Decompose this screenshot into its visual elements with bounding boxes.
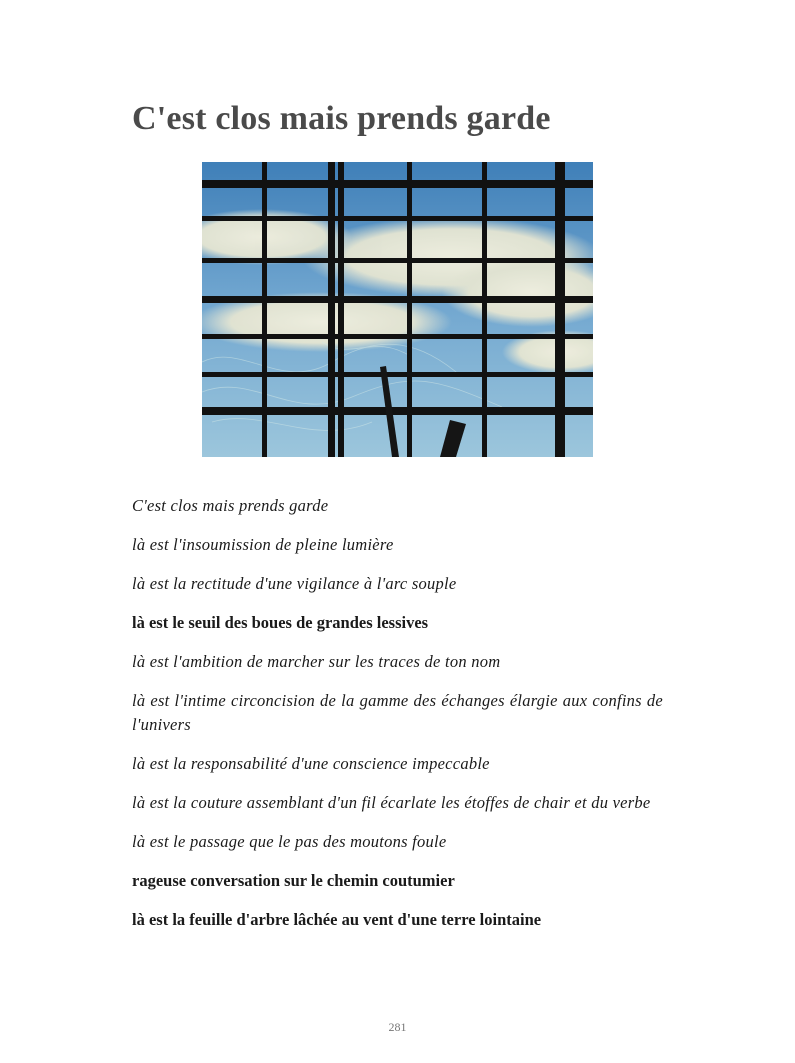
poem-line: rageuse conversation sur le chemin coutumier xyxy=(132,871,455,890)
page-number: 281 xyxy=(388,1020,407,1034)
poem-line: là est la rectitude d'une vigilance à l'arc souple xyxy=(132,574,457,593)
poem xyxy=(132,494,663,947)
poem-line: là est le passage que le pas des moutons foule xyxy=(132,832,447,851)
poem-line: là est la feuille d'arbre lâchée au vent d'une terre lointaine xyxy=(132,910,542,929)
page-title: C'est clos mais prends garde xyxy=(132,100,551,137)
poem-line: C'est clos mais prends garde xyxy=(132,496,329,515)
poem-line: là est l'ambition de marcher sur les traces de ton nom xyxy=(132,652,501,671)
poem-line: là est l'intime circoncision de la gamme des échanges élargie aux confins de l'univers xyxy=(132,691,663,734)
poem-line: là est le seuil des boues de grandes lessives xyxy=(132,613,429,632)
poem-line: là est l'insoumission de pleine lumière xyxy=(132,535,394,554)
window-photo xyxy=(202,162,593,457)
poem-line: là est la couture assemblant d'un fil écarlate les étoffes de chair et du verbe xyxy=(132,793,651,812)
poem-line: là est la responsabilité d'une conscience impeccable xyxy=(132,754,490,773)
